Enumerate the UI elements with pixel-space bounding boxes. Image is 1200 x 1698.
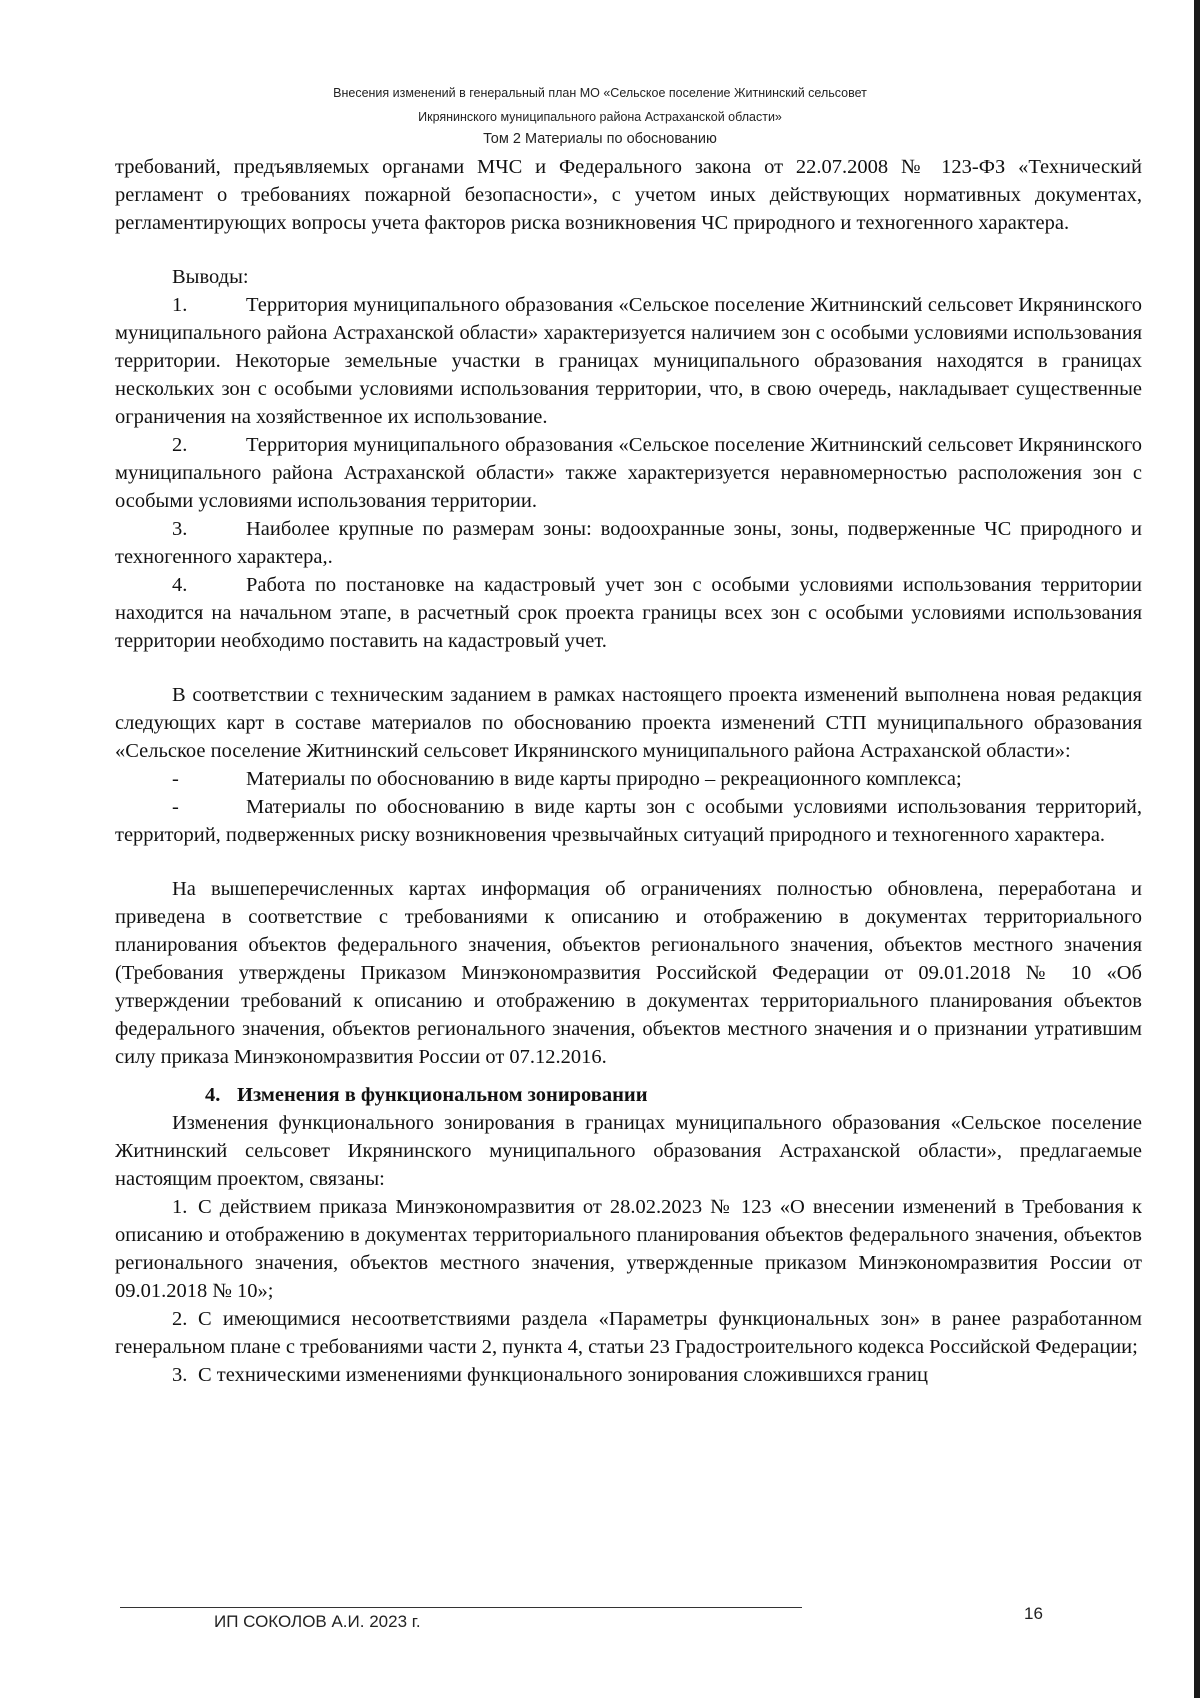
- list-text: С действием приказа Минэкономразвития от 28.02.2023 № 123 «О внесении изменений в Требования к описанию и отображению в документах территориального планирования объектов федерального значения, объектов регионального значения, объектов местного значения, утвержденные приказом Минэкономразвития России от 09.01.2018 № 10»;: [115, 1196, 1142, 1302]
- list-text: С имеющимися несоответствиями раздела «Параметры функциональных зон» в ранее разработанном генеральном плане с требованиями части 2, пункта 4, статьи 23 Градостроительного кодекса Российской Федерации;: [115, 1308, 1142, 1358]
- conclusion-item: [115, 431, 1142, 515]
- list-text: Работа по постановке на кадастровый учет зон с особыми условиями использования территории находится на начальном этапе, в расчетный срок проекта границы всех зон с особыми условиями использования территории необходимо поставить на кадастровый учет.: [115, 574, 1142, 652]
- footer-author: ИП СОКОЛОВ А.И. 2023 г.: [214, 1612, 421, 1631]
- paragraph-info: На вышеперечисленных картах информация об ограничениях полностью обновлена, переработана и приведена в соответствие с требованиями к описанию и отображению в документах территориального планирования объектов федерального значения, объектов регионального значения, объектов местного значения (Требования утверждены Приказом Минэкономразвития Российской Федерации от 09.01.2018 № 10 «Об утверждении требований к описанию и отображению в документах территориального планирования объектов федерального значения, объектов регионального значения, объектов местного значения и о признании утратившим силу приказа Минэкономразвития России от 07.12.2016.: [115, 878, 1142, 1068]
- list-number: 1.: [172, 294, 188, 316]
- page-number: 16: [1024, 1604, 1043, 1623]
- map-item: [115, 765, 1142, 793]
- footer-divider: [120, 1607, 802, 1608]
- conclusion-item: [115, 291, 1142, 431]
- list-number: 4.: [172, 574, 188, 596]
- header-line-1: Внесения изменений в генеральный план МО «Сельское поселение Житнинский сельсовет: [333, 86, 867, 100]
- paragraph-maps: В соответствии с техническим заданием в рамках настоящего проекта изменений выполнена новая редакция следующих карт в составе материалов по обоснованию проекта изменений СТП муниципального образования «Сельское поселение Житнинский сельсовет Икрянинского муниципального района Астраханской области»:: [115, 684, 1142, 762]
- list-text: С техническими изменениями функционального зонирования сложившихся границ: [198, 1364, 928, 1386]
- list-text: Территория муниципального образования «Сельское поселение Житнинский сельсовет Икрянинского муниципального района Астраханской области» также характеризуется неравномерностью расположения зон с особыми условиями использования территории.: [115, 434, 1142, 512]
- list-text: Наиболее крупные по размерам зоны: водоохранные зоны, зоны, подверженные ЧС природного и техногенного характера,.: [115, 518, 1142, 568]
- header-line-2: Икрянинского муниципального района Астраханской области»: [418, 110, 782, 124]
- section-number: 4.: [205, 1084, 221, 1106]
- section-heading: [115, 1081, 1142, 1109]
- section-item: [115, 1305, 1142, 1361]
- section-intro: Изменения функционального зонирования в границах муниципального образования «Сельское поселение Житнинский сельсовет Икрянинского муниципального образования Астраханской области», предлагаемые настоящим проектом, связаны:: [115, 1112, 1142, 1190]
- list-text: Материалы по обоснованию в виде карты зон с особыми условиями использования территорий, территорий, подверженных риску возникновения чрезвычайных ситуаций природного и техногенного характера.: [115, 796, 1142, 846]
- list-text: Территория муниципального образования «Сельское поселение Житнинский сельсовет Икрянинского муниципального района Астраханской области» характеризуется наличием зон с особыми условиями использования территории. Некоторые земельные участки в границах муниципального образования находятся в границах нескольких зон с особыми условиями использования территории, что, в свою очередь, накладывает существенные ограничения на хозяйственное их использование.: [115, 294, 1142, 428]
- list-number: 2.: [172, 1308, 188, 1330]
- section-item: [115, 1361, 1142, 1389]
- list-number: 2.: [172, 434, 188, 456]
- list-dash: -: [172, 796, 179, 818]
- map-item: [115, 793, 1142, 849]
- section-item: [115, 1193, 1142, 1305]
- header-line-3: Том 2 Материалы по обоснованию: [483, 131, 717, 147]
- conclusions-label: Выводы:: [172, 266, 249, 288]
- list-number: 3.: [172, 518, 188, 540]
- page-right-edge: [1194, 0, 1200, 1698]
- list-dash: -: [172, 768, 179, 790]
- conclusion-item: [115, 515, 1142, 571]
- document-body: [115, 153, 1142, 1389]
- paragraph-intro: требований, предъявляемых органами МЧС и Федерального закона от 22.07.2008 № 123-ФЗ «Технический регламент о требованиях пожарной безопасности», с учетом иных действующих нормативных документах, регламентирующих вопросы учета факторов риска возникновения ЧС природного и техногенного характера.: [115, 156, 1142, 234]
- list-text: Материалы по обоснованию в виде карты природно – рекреационного комплекса;: [246, 768, 962, 790]
- list-number: 1.: [172, 1196, 188, 1218]
- list-number: 3.: [172, 1364, 188, 1386]
- conclusion-item: [115, 571, 1142, 655]
- section-title-text: Изменения в функциональном зонировании: [237, 1084, 648, 1106]
